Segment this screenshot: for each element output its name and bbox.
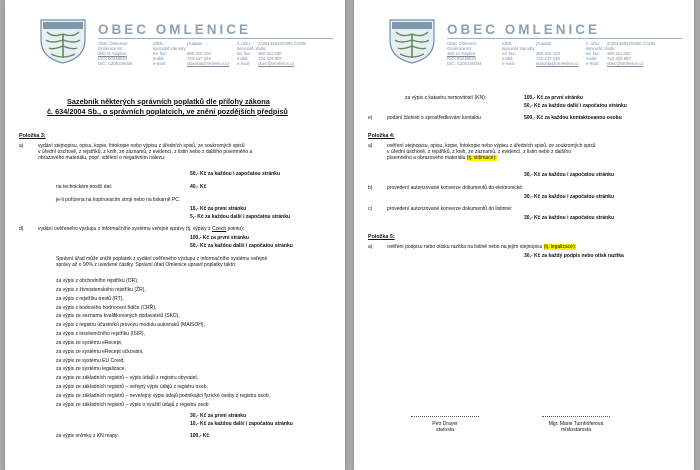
- signature-block-mayor: Petr Drayer starosta: [432, 421, 458, 434]
- letterhead-divider: [98, 38, 333, 39]
- item-label-4b: b): [368, 185, 373, 191]
- cadastre-label: za výpis z katastru nemovitostí (KN):: [405, 95, 487, 101]
- legalizace-highlight: (tj. legalizace):: [543, 244, 576, 250]
- item-4a-description: ověření stejnopisu, opisu, kopie, fotokopie nebo výpisu z úředních spisů, ze soukromých spisů v úřední úschově, z rejstříků, z knih, ze záznamů, z evidencí, z listin nebo z dalšího písemného a obrazového materiálu (tj. vidimace):: [387, 143, 596, 162]
- tech-medium-price: 40,- Kč: [190, 184, 207, 190]
- cadastre-price-first: 100,- Kč za první stránku: [524, 95, 583, 101]
- item-4b-price: 30,- Kč za každou i započatou stránku: [524, 194, 615, 200]
- municipal-crest-icon: [39, 18, 87, 64]
- list-price-first: 30,- Kč za první stránku: [190, 413, 247, 419]
- cadastre-price-next: 50,- Kč za každou další i započatou stránku: [524, 103, 627, 109]
- item-d-description: vydání ověřeného výstupu z informačního systému veřejné správy (tj. výpisy z Czech pointu):: [38, 226, 245, 232]
- signature-line-mayor: [411, 416, 479, 417]
- document-page-1: [5, 0, 345, 470]
- letterhead-office-values: 2320145032/0300 ČSOB 380 311 630 724 424 897 obec@omlenice.cz: [607, 41, 656, 67]
- list-item: za výpis ze systému legalizace,: [56, 366, 126, 373]
- letterhead-divider: [447, 38, 682, 39]
- copy-price-next: 5,- Kč za každou další i započatou stránku: [190, 214, 291, 220]
- item-label-4a: a): [368, 143, 373, 149]
- list-item: za výpis ze systému eRecept očkování,: [56, 348, 144, 355]
- kn-map-label: za výpis snímku z KN mapy:: [56, 433, 119, 439]
- list-item: za výpis ze základních registrů – veřejný výpis údajů z registru osob,: [56, 384, 208, 391]
- item-label-a: a): [19, 143, 24, 149]
- tech-medium-label: na technickém nosiči dat:: [56, 184, 113, 190]
- letterhead-contact-values: j7uaaa2 380 315 103 724 147 246 starosta@omlenice.cz: [536, 41, 579, 67]
- list-item: za výpis z obchodního rejstříku (OR),: [56, 278, 139, 284]
- item-5a-description: ověření podpisu nebo otisku razítka na listině nebo na jejím stejnopisu (tj. legalizace):: [387, 244, 576, 250]
- item-a-description: vydání stejnopisu, opisu, kopie, fotokopie nebo výpisu z úředních spisů, ze soukromých spisů v úřední úschově, z rejstříků, z knih, ze záznamů, z evidencí, z listin nebo z dalšího písemného a obrazového materiálu, popř. sdělení o negativním nálezu:: [38, 143, 253, 162]
- letterhead-address: Obec Omlenice Omlenice 64 382 41 Kaplice IČO: 00246034 DIČ: CZ00246034: [98, 41, 133, 67]
- item-label-4c: c): [368, 206, 373, 212]
- item-5a-price: 30,- Kč za každý podpis nebo otisk razítka: [524, 253, 624, 259]
- item-label-e: e): [368, 115, 373, 121]
- letterhead-office-values: 2320145032/0300 ČSOB 380 311 630 724 424 897 obec@omlenice.cz: [258, 41, 307, 67]
- signature-block-deputy: Mgr. Marie Turnhöferová místostarosta: [548, 421, 604, 434]
- letterhead-office-labels: č. účtu: kancelář úřadu: tel. fax: mobil: e-mail:: [586, 41, 616, 67]
- item-4c-price: 30,- Kč za každou i započatou stránku: [524, 215, 615, 221]
- item-4c-description: provedení autorizované konverze dokumentů do listinné:: [387, 206, 513, 212]
- item-label-5a: a): [368, 244, 373, 250]
- list-item: za výpis ze základních registrů – neveřejný výpis údajů podnikající fyzické osoby z registru osob,: [56, 392, 270, 399]
- copy-price-first: 15,- Kč za první stránku: [190, 206, 247, 212]
- fee-reduction-paragraph: Správní úřad může snížit poplatek z vydání ověřeného výstupu z informačního systému veřejné správy až o 90% z uvedené částky. Správní úřad Omlenice upravil poplatky takto:: [56, 256, 268, 269]
- letterhead-contact-labels: IdDS: kancelář starosty: tel. fax: mobil: e-mail:: [153, 41, 187, 67]
- item-4a-price: 30,- Kč za každou i započatou stránku: [524, 172, 615, 178]
- fee-list: [56, 277, 270, 410]
- letterhead-contact-values: j7uaaa2 380 315 103 724 147 246 starosta@omlenice.cz: [187, 41, 230, 67]
- item-a-price: 50,- Kč za každou i započatou stránku: [190, 171, 281, 177]
- signature-line-deputy: [542, 416, 610, 417]
- item-d-price-first: 100,- Kč za první stránku: [190, 235, 249, 241]
- list-item: za výpis z rejstříku trestů (RT),: [56, 295, 124, 302]
- document-title-line-1: Sazebník některých správních poplatků dle přílohy zákona: [67, 97, 270, 106]
- municipal-crest-icon: [388, 18, 436, 64]
- item-label-d: d): [19, 226, 24, 232]
- list-item: za výpis ze základních registrů – výpis údajů z registru obyvatel,: [56, 375, 199, 382]
- list-item: za výpis z živnostenského rejstříku (ŽR),: [56, 286, 146, 293]
- copy-machine-label: je-li pořízena na kopírovacím stroji nebo na tiskárně PC:: [56, 197, 181, 203]
- kn-map-price: 100,- Kč: [190, 433, 210, 439]
- list-item: za výpis ze základních registrů – výpis o využití údajů z registru osob: [56, 401, 209, 408]
- letterhead-contact-labels: IdDS: kancelář starosty: tel. fax: mobil: e-mail:: [502, 41, 536, 67]
- vidimace-highlight: (tj. vidimace):: [466, 155, 497, 162]
- section-heading-polozka-4: Položka 4:: [368, 133, 395, 139]
- item-4b-description: provedení autorizované konverze dokumentů do elektronické:: [387, 185, 524, 191]
- list-item: za výpis z bodového hodnocení řidiče (CRŘ),: [56, 304, 157, 311]
- letterhead-title: OBEC OMLENICE: [447, 22, 601, 37]
- item-e-description: podání žádosti o zprostředkování kontaktu: [387, 115, 481, 121]
- item-e-price: 500,- Kč za každou kontaktovanou osobu: [524, 115, 622, 121]
- document-page-2: [354, 0, 694, 470]
- list-item: za výpis ze systému EU Covid,: [56, 357, 125, 364]
- list-price-next: 10,- Kč za každou další i započatou stránku: [190, 421, 293, 427]
- section-heading-polozka-3: Položka 3:: [19, 133, 46, 139]
- list-item: za výpis ze seznamu kvalifikovaných dodavatelů (SKD),: [56, 313, 180, 320]
- letterhead-address: Obec Omlenice Omlenice 64 382 41 Kaplice IČO: 00246034 DIČ: CZ00246034: [447, 41, 482, 67]
- section-heading-polozka-5: Položka 5:: [368, 234, 395, 240]
- list-item: za výpis z insolvenčního rejstříku (ISIR),: [56, 331, 145, 338]
- list-item: za výpis z registru účastníků provozu modulu autovraků (MAISOH),: [56, 322, 205, 329]
- letterhead-office-labels: č. účtu: kancelář úřadu: tel. fax: mobil: e-mail:: [237, 41, 267, 67]
- list-item: za výpis ze systému eRecept,: [56, 339, 123, 346]
- item-d-price-next: 50,- Kč za každou další i započatou stránku: [190, 243, 293, 249]
- letterhead-title: OBEC OMLENICE: [98, 22, 252, 37]
- document-title-line-2: č. 634/2004 Sb., o správních poplatcích, ve znění pozdějších předpisů: [47, 107, 288, 116]
